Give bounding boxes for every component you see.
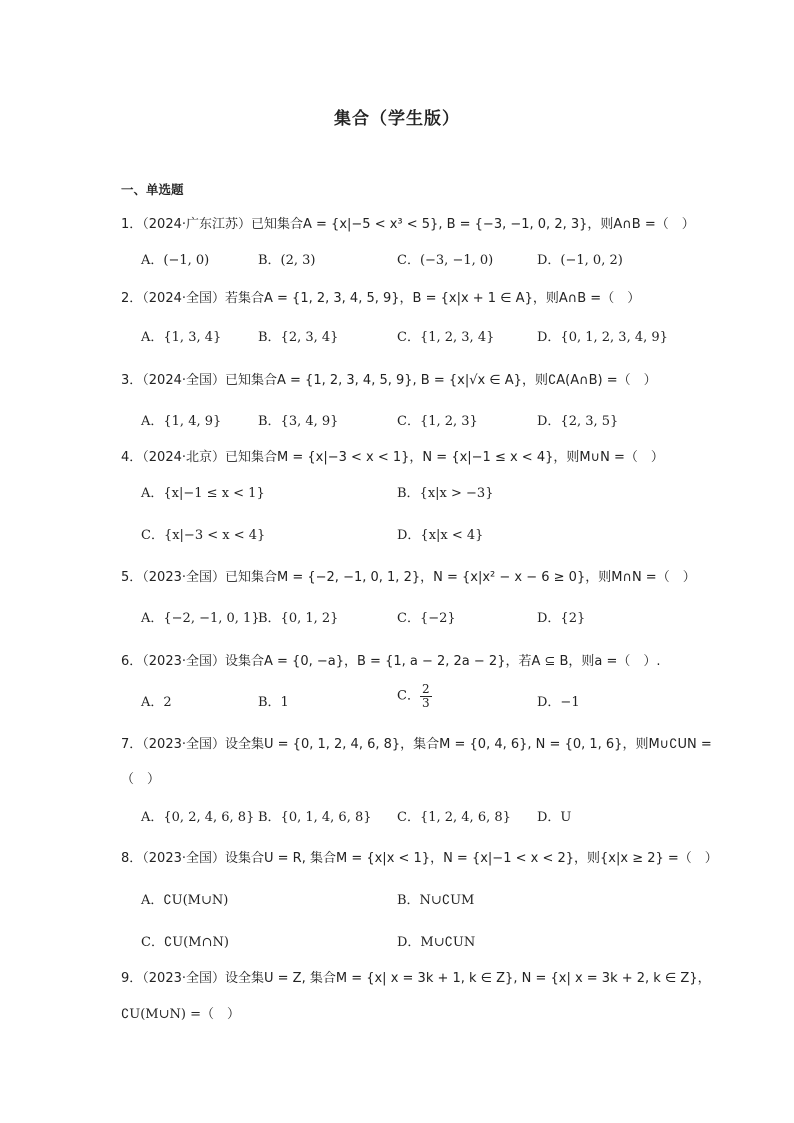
question-2: 2．（2024·全国）若集合A = {1, 2, 3, 4, 5, 9}，B = {x|x + 1 ∈ A}，则A∩B =（ ） — [121, 291, 641, 306]
question-8: 8．（2023·全国）设集合U = R, 集合M = {x|x < 1}，N = {x|−1 < x < 2}，则{x|x ≥ 2} =（ ） — [121, 851, 718, 866]
q4-option-b[interactable]: B．{x|x > −3} — [397, 486, 494, 501]
q5-option-d[interactable]: D．{2} — [537, 611, 586, 626]
q6-option-a[interactable]: A．2 — [141, 695, 172, 710]
question-9: 9．（2023·全国）设全集U = Z, 集合M = {x| x = 3k + 1, k ∈ Z}, N = {x| x = 3k + 2, k ∈ Z}， — [121, 971, 711, 986]
q3-option-c[interactable]: C．{1, 2, 3} — [397, 414, 478, 429]
q6-option-b[interactable]: B．1 — [258, 695, 289, 710]
q8-option-d[interactable]: D．M∪∁UN — [397, 935, 476, 950]
q3-option-a[interactable]: A．{1, 4, 9} — [141, 414, 222, 429]
q4-option-d[interactable]: D．{x|x < 4} — [397, 528, 484, 543]
page-title: 集合（学生版） — [334, 109, 460, 129]
q6-fraction: $\frac{2}{3}$ — [421, 682, 430, 710]
q1-option-d[interactable]: D．(−1, 0, 2) — [537, 253, 623, 268]
q2-option-b[interactable]: B．{2, 3, 4} — [258, 330, 339, 345]
question-4: 4．（2024·北京）已知集合M = {x|−3 < x < 1}，N = {x|−1 ≤ x < 4}，则M∪N =（ ） — [121, 450, 664, 465]
q2-option-c[interactable]: C．{1, 2, 3, 4} — [397, 330, 495, 345]
q8-option-c[interactable]: C．∁U(M∩N) — [141, 935, 229, 950]
q8-option-a[interactable]: A．∁U(M∪N) — [141, 893, 229, 908]
question-7: 7．（2023·全国）设全集U = {0, 1, 2, 4, 6, 8}，集合M = {0, 4, 6}, N = {0, 1, 6}，则M∪∁UN = — [121, 737, 712, 752]
q7-option-c[interactable]: C．{1, 2, 4, 6, 8} — [397, 810, 511, 825]
q4-option-c[interactable]: C．{x|−3 < x < 4} — [141, 528, 266, 543]
q2-option-d[interactable]: D．{0, 1, 2, 3, 4, 9} — [537, 330, 668, 345]
q1-option-b[interactable]: B．(2, 3) — [258, 253, 316, 268]
q1-option-c[interactable]: C．(−3, −1, 0) — [397, 253, 494, 268]
q2-option-a[interactable]: A．{1, 3, 4} — [141, 330, 222, 345]
q5-option-b[interactable]: B．{0, 1, 2} — [258, 611, 339, 626]
q6-option-c[interactable] — [397, 683, 432, 709]
q1-option-a[interactable]: A．(−1, 0) — [141, 253, 210, 268]
question-3: 3．（2024·全国）已知集合A = {1, 2, 3, 4, 5, 9}, B = {x|√x ∈ A}，则∁A(A∩B) =（ ） — [121, 373, 657, 388]
question-7-cont: （ ） — [121, 772, 161, 787]
question-9-cont: ∁U(M∪N) =（ ） — [121, 1007, 240, 1022]
q7-option-a[interactable]: A．{0, 2, 4, 6, 8} — [141, 810, 255, 825]
question-5: 5．（2023·全国）已知集合M = {−2, −1, 0, 1, 2}，N = {x|x² − x − 6 ≥ 0}，则M∩N =（ ） — [121, 570, 696, 585]
q5-option-c[interactable]: C．{−2} — [397, 611, 456, 626]
q3-option-d[interactable]: D．{2, 3, 5} — [537, 414, 619, 429]
q8-option-b[interactable]: B．N∪∁UM — [397, 893, 475, 908]
q6-option-c-label: C． — [397, 688, 420, 704]
question-1: 1．（2024·广东江苏）已知集合A = {x|−5 < x³ < 5}, B = {−3, −1, 0, 2, 3}，则A∩B =（ ） — [121, 217, 695, 232]
q5-option-a[interactable]: A．{−2, −1, 0, 1} — [141, 611, 260, 626]
q7-option-b[interactable]: B．{0, 1, 4, 6, 8} — [258, 810, 372, 825]
q3-option-b[interactable]: B．{3, 4, 9} — [258, 414, 339, 429]
q7-option-d[interactable]: D．U — [537, 810, 572, 825]
q4-option-a[interactable]: A．{x|−1 ≤ x < 1} — [141, 486, 265, 501]
q6-option-d[interactable]: D．−1 — [537, 695, 580, 710]
question-6: 6．（2023·全国）设集合A = {0, −a}，B = {1, a − 2, 2a − 2}，若A ⊆ B，则a =（ ）. — [121, 654, 661, 669]
section-heading: 一、单选题 — [121, 182, 184, 197]
